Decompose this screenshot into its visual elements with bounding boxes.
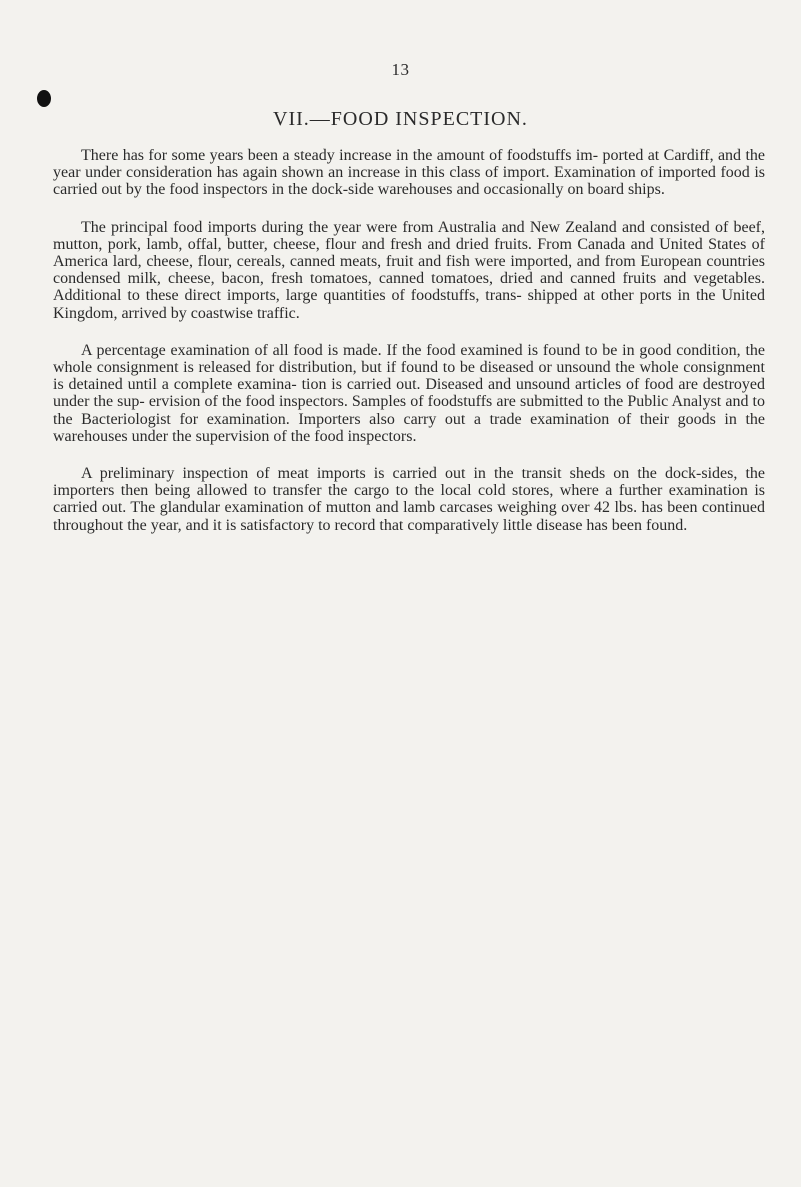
section-title: VII.—FOOD INSPECTION.: [273, 108, 528, 130]
paragraph-percentage-examination: A percentage examination of all food is made. If the food examined is found to be in good condition, the whole consignment is released for distribution, but if found to be diseased or unsound the whole consignment is detained until a complete examina- tion is carried out. Diseased and unsound articles of food are destroyed under the sup- ervision of the food inspectors. Samples of foodstuffs are submitted to the Public Analyst and to the Bacteriologist for examination. Importers also carry out a trade examination of their goods in the warehouses under the supervision of the food inspectors.: [53, 341, 765, 445]
paragraph-principal-imports: The principal food imports during the year were from Australia and New Zealand and consisted of beef, mutton, pork, lamb, offal, butter, cheese, flour and fresh and dried fruits. From Canada and United States of America lard, cheese, flour, cereals, canned meats, fruit and fish were imported, and from European countries condensed milk, cheese, bacon, fresh tomatoes, canned tomatoes, dried and canned fruits and vegetables. Additional to these direct imports, large quantities of foodstuffs, trans- shipped at other ports in the United Kingdom, arrived by coastwise traffic.: [53, 218, 765, 322]
margin-bullet-mark: [37, 90, 51, 107]
paragraph-imports-increase: There has for some years been a steady increase in the amount of foodstuffs im- ported at Cardiff, and the year under consideration has again shown an increase in this class of import. Examination of imported food is carried out by the food inspectors in the dock-side warehouses and occasionally on board ships.: [53, 147, 765, 199]
paragraph-meat-inspection: A preliminary inspection of meat imports is carried out in the transit sheds on the dock-sides, the importers then being allowed to transfer the cargo to the local cold stores, where a further examination is carried out. The glandular examination of mutton and lamb carcases weighing over 42 lbs. has been continued throughout the year, and it is satisfactory to record that comparatively little disease has been found.: [53, 465, 765, 534]
page-number: 13: [391, 60, 410, 79]
body-text: [53, 147, 765, 554]
